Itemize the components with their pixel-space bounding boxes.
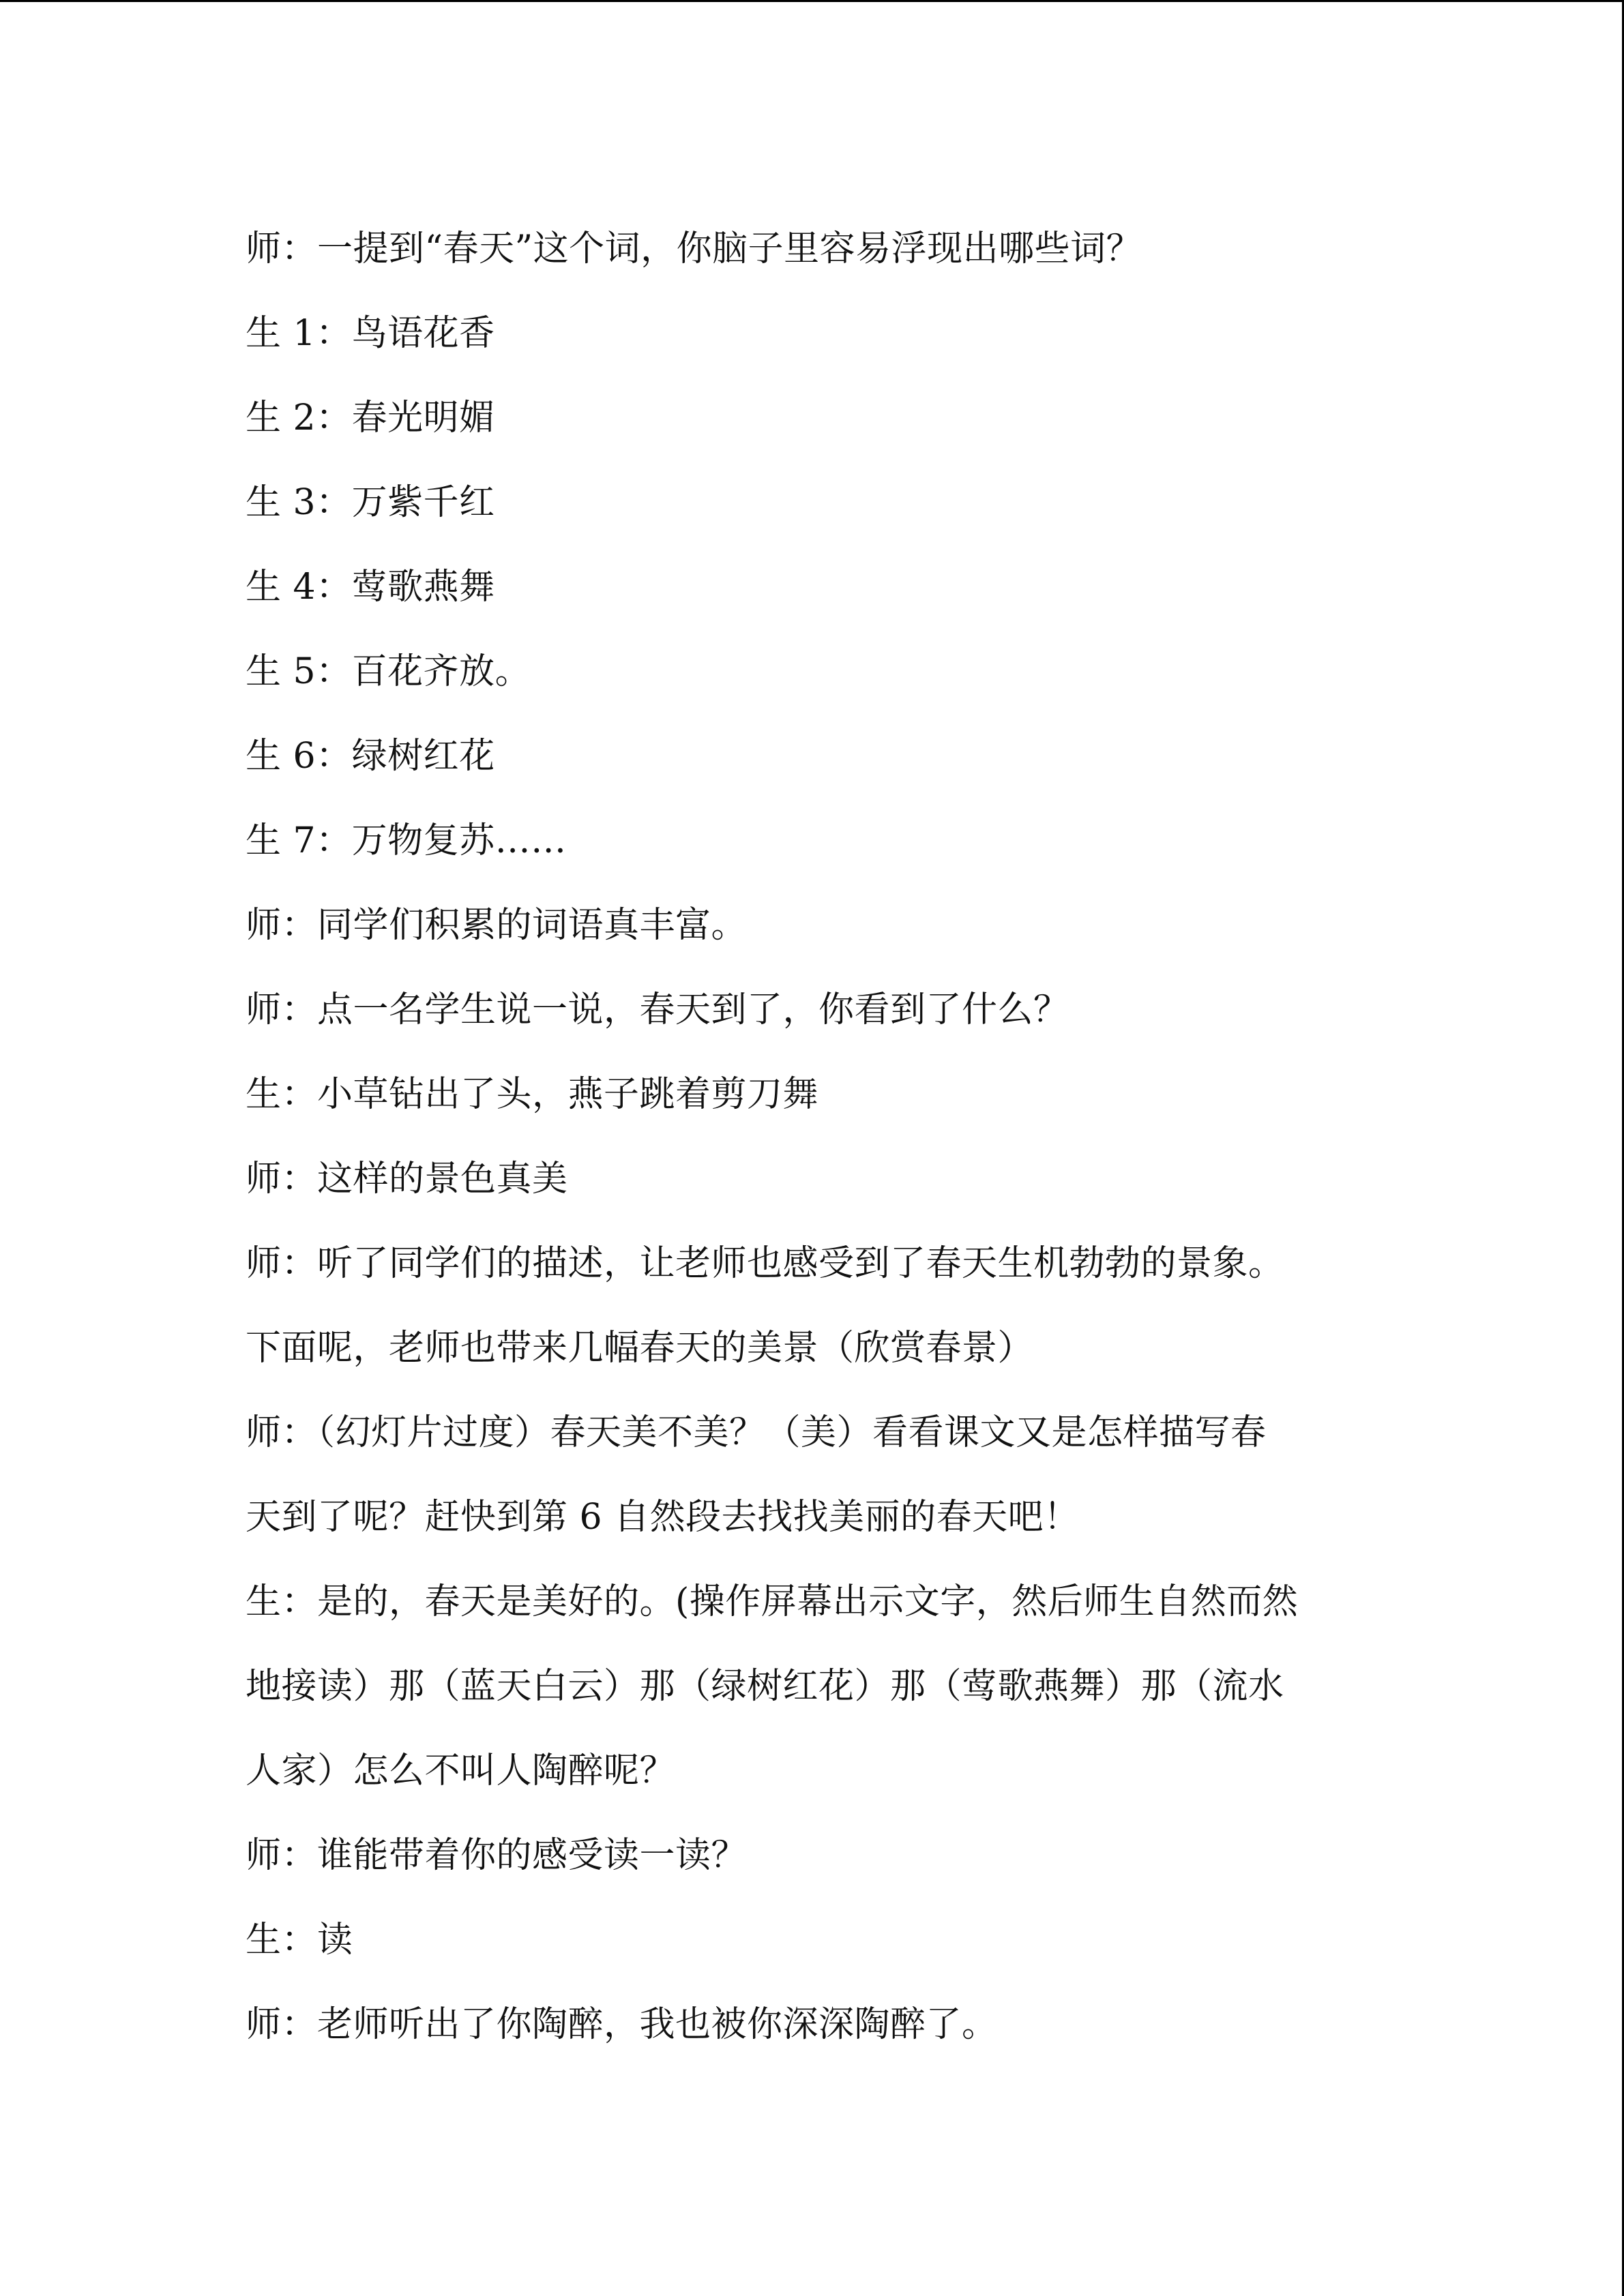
text-line: 生：读 xyxy=(246,1920,353,1960)
text-line: 生：小草钻出了头，燕子跳着剪刀舞 xyxy=(246,1074,819,1115)
text-line: 生：是的，春天是美好的。(操作屏幕出示文字，然后师生自然而然 xyxy=(246,1581,1299,1622)
text-line: 生 2：春光明媚 xyxy=(246,398,495,438)
text-line: 师：老师听出了你陶醉，我也被你深深陶醉了。 xyxy=(246,2004,998,2045)
text-line: 生 3：万紫千红 xyxy=(246,482,495,523)
text-line: 生 7：万物复苏…… xyxy=(246,820,567,861)
text-line: 生 6：绿树红花 xyxy=(246,736,495,777)
text-line: 地接读）那（蓝天白云）那（绿树红花）那（莺歌燕舞）那（流水 xyxy=(246,1666,1284,1707)
text-line: 师：（幻灯片过度）春天美不美？（美）看看课文又是怎样描写春 xyxy=(246,1412,1267,1453)
text-line: 师：这样的景色真美 xyxy=(246,1159,568,1199)
text-line: 师：一提到“春天”这个词，你脑子里容易浮现出哪些词？ xyxy=(246,228,1142,269)
text-line: 生 4：莺歌燕舞 xyxy=(246,567,495,608)
text-line: 人家）怎么不叫人陶醉呢？ xyxy=(246,1750,676,1791)
text-line: 天到了呢？赶快到第 6 自然段去找找美丽的春天吧！ xyxy=(246,1497,1080,1538)
text-line: 生 5：百花齐放。 xyxy=(246,651,531,692)
text-line: 师：听了同学们的描述，让老师也感受到了春天生机勃勃的景象。 xyxy=(246,1243,1284,1284)
text-line: 生 1：鸟语花香 xyxy=(246,313,495,354)
text-line: 师：点一名学生说一说，春天到了，你看到了什么？ xyxy=(246,989,1069,1030)
text-line: 师：谁能带着你的感受读一读？ xyxy=(246,1835,748,1876)
text-line: 下面呢，老师也带来几幅春天的美景（欣赏春景） xyxy=(246,1328,1034,1369)
document-body xyxy=(246,207,1391,2067)
text-line: 师：同学们积累的词语真丰富。 xyxy=(246,905,748,946)
